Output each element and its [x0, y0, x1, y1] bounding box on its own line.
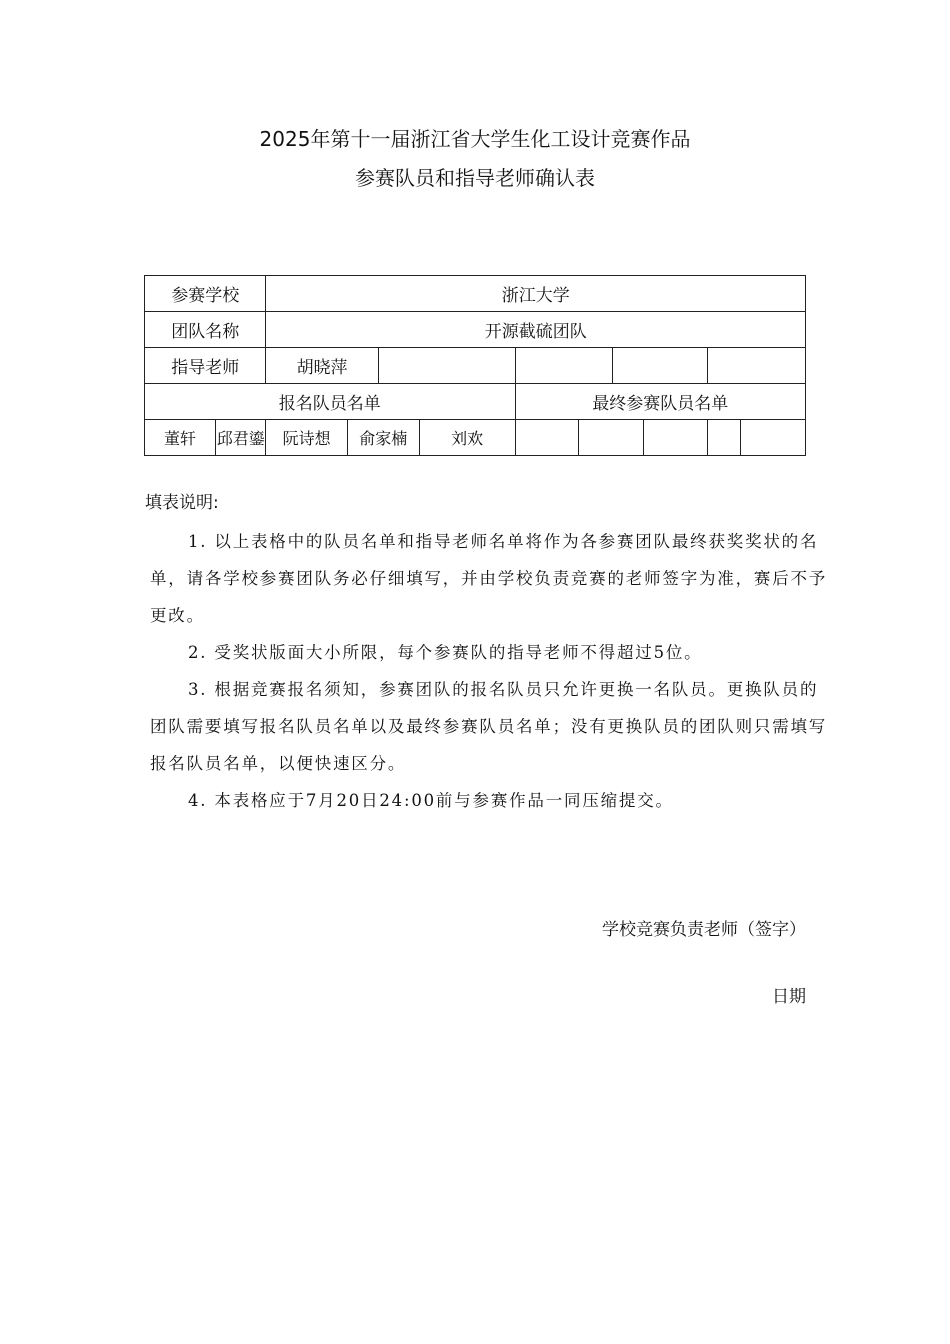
advisor-label: 指导老师: [145, 348, 266, 384]
school-label: 参赛学校: [145, 276, 266, 312]
advisor-cell: [515, 348, 613, 384]
registered-member-cell: 刘欢: [419, 420, 515, 456]
advisor-cell: [378, 348, 515, 384]
confirmation-table: [144, 275, 806, 456]
instruction-item: 3. 根据竞赛报名须知，参赛团队的报名队员只允许更换一名队员。更换队员的团队需要填写报名队员名单以及最终参赛队员名单；没有更换队员的团队则只需填写报名队员名单，以便快速区分。: [150, 680, 828, 773]
registered-members-header: 报名队员名单: [145, 384, 516, 420]
registered-member-cell: 邱君鎏: [216, 420, 266, 456]
member-row: [145, 420, 806, 456]
registered-member-cell: 阮诗想: [266, 420, 347, 456]
advisor-cell: [708, 348, 806, 384]
advisor-cell: 胡晓萍: [266, 348, 378, 384]
team-value: 开源截硫团队: [266, 312, 806, 348]
final-member-cell: [579, 420, 644, 456]
date-label: 日期: [772, 987, 806, 1007]
instructions-heading: 填表说明:: [145, 493, 219, 513]
signer-label: 学校竞赛负责老师（签字）: [602, 920, 806, 940]
school-row: [145, 276, 806, 312]
registered-member-cell: 董轩: [145, 420, 216, 456]
final-member-cell: [515, 420, 579, 456]
document-title-line1: 2025年第十一届浙江省大学生化工设计竞赛作品: [259, 127, 691, 151]
final-member-cell: [708, 420, 741, 456]
instruction-item: 4. 本表格应于7月20日24:00前与参赛作品一同压缩提交。: [188, 791, 674, 810]
school-value: 浙江大学: [266, 276, 806, 312]
document-title-line2: 参赛队员和指导老师确认表: [355, 166, 595, 190]
instruction-item: 1. 以上表格中的队员名单和指导老师名单将作为各参赛团队最终获奖奖状的名单，请各学校参赛团队务必仔细填写，并由学校负责竞赛的老师签字为准，赛后不予更改。: [150, 532, 828, 625]
advisor-cell: [613, 348, 708, 384]
member-header-row: [145, 384, 806, 420]
advisor-row: [145, 348, 806, 384]
team-label: 团队名称: [145, 312, 266, 348]
final-member-cell: [740, 420, 805, 456]
instruction-item: 2. 受奖状版面大小所限，每个参赛队的指导老师不得超过5位。: [188, 643, 703, 662]
final-members-header: 最终参赛队员名单: [515, 384, 805, 420]
final-member-cell: [644, 420, 708, 456]
registered-member-cell: 俞家楠: [347, 420, 419, 456]
team-row: [145, 312, 806, 348]
